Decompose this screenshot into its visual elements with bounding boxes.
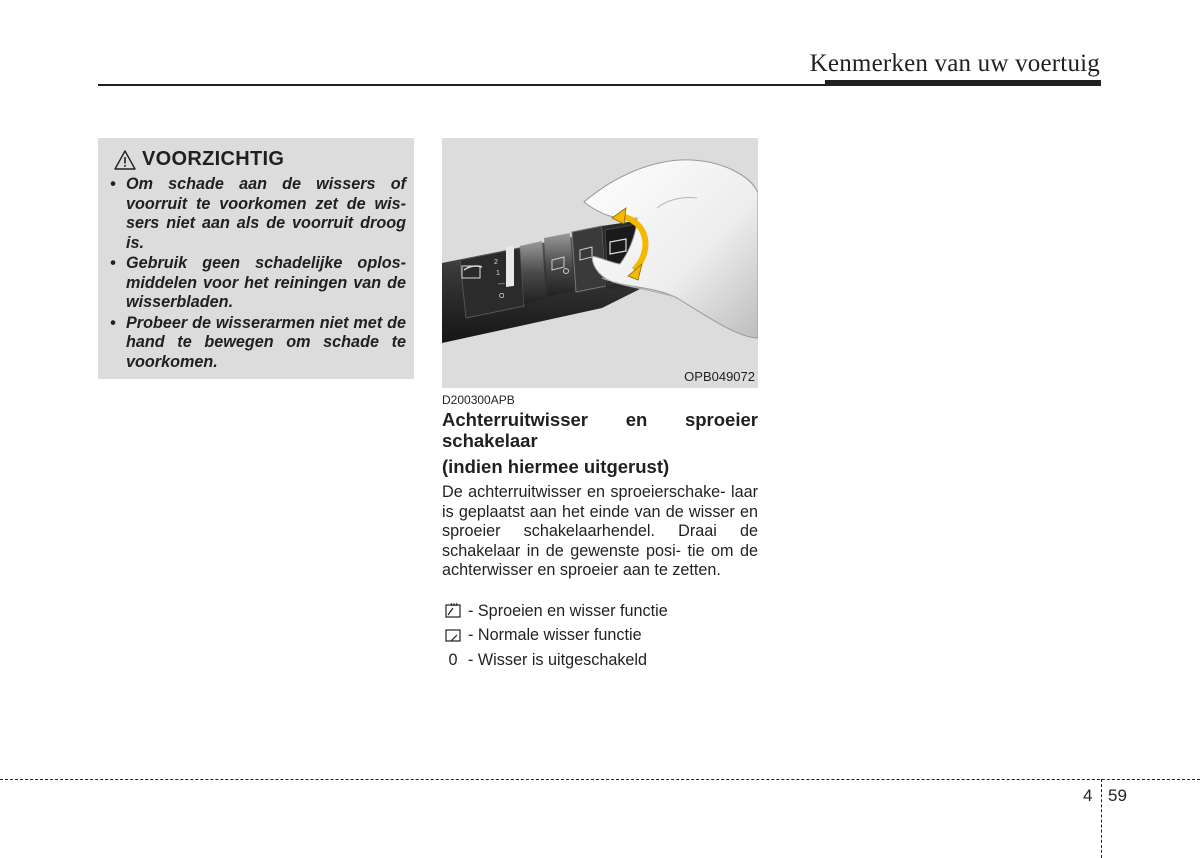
rear-wash-wipe-icon xyxy=(442,602,464,620)
section-subheading: (indien hiermee uitgerust) xyxy=(442,456,670,477)
svg-text:---: --- xyxy=(498,281,505,288)
svg-text:1: 1 xyxy=(496,270,500,277)
warning-triangle-icon xyxy=(114,150,136,170)
footer-dashed-divider xyxy=(1101,779,1102,858)
rear-wipe-icon xyxy=(442,627,464,645)
caution-header xyxy=(114,148,406,171)
svg-text:O: O xyxy=(499,293,505,300)
function-list xyxy=(442,599,668,673)
caution-list xyxy=(108,175,406,372)
section-body: De achterruitwisser en sproeierschake- laar is geplaatst aan het einde van de wisser en sproeier schakelaarhendel. Draai de schakelaar in de gewenste posi- tie om de achterwisser en sproeier aan te zetten. xyxy=(442,483,758,579)
section-doc-code: D200300APB xyxy=(442,393,515,407)
header-title: Kenmerken van uw voertuig xyxy=(809,50,1100,77)
chapter-number: 4 xyxy=(1083,786,1093,805)
wiper-stalk-illustration xyxy=(442,138,758,388)
page-number: 59 xyxy=(1108,786,1127,805)
function-row: 0 - Wisser is uitgeschakeld xyxy=(442,648,668,673)
section-heading: Achterruitwisser en sproeier schakelaar xyxy=(442,409,758,451)
caution-title: VOORZICHTIG xyxy=(142,148,285,170)
caution-item: • Probeer de wisserarmen niet met de hand te bewegen om schade te voorkomen. xyxy=(110,313,406,371)
footer-dashed-rule xyxy=(0,779,1200,780)
caution-box xyxy=(98,138,414,379)
header-rule-accent xyxy=(825,80,1101,85)
figure-code: OPB049072 xyxy=(684,369,755,384)
caution-item: • Gebruik geen schadelijke oplos- middelen voor het reiningen van de wisserbladen. xyxy=(110,254,406,311)
svg-text:2: 2 xyxy=(494,259,498,266)
caution-item: • Om schade aan de wissers of voorruit te voorkomen zet de wis- sers niet aan als de voorruit droog is. xyxy=(110,175,406,252)
off-symbol: 0 xyxy=(448,650,458,669)
function-row: - Normale wisser functie xyxy=(442,624,668,649)
function-row: - Sproeien en wisser functie xyxy=(442,599,668,624)
wiper-switch-photo xyxy=(442,138,758,388)
